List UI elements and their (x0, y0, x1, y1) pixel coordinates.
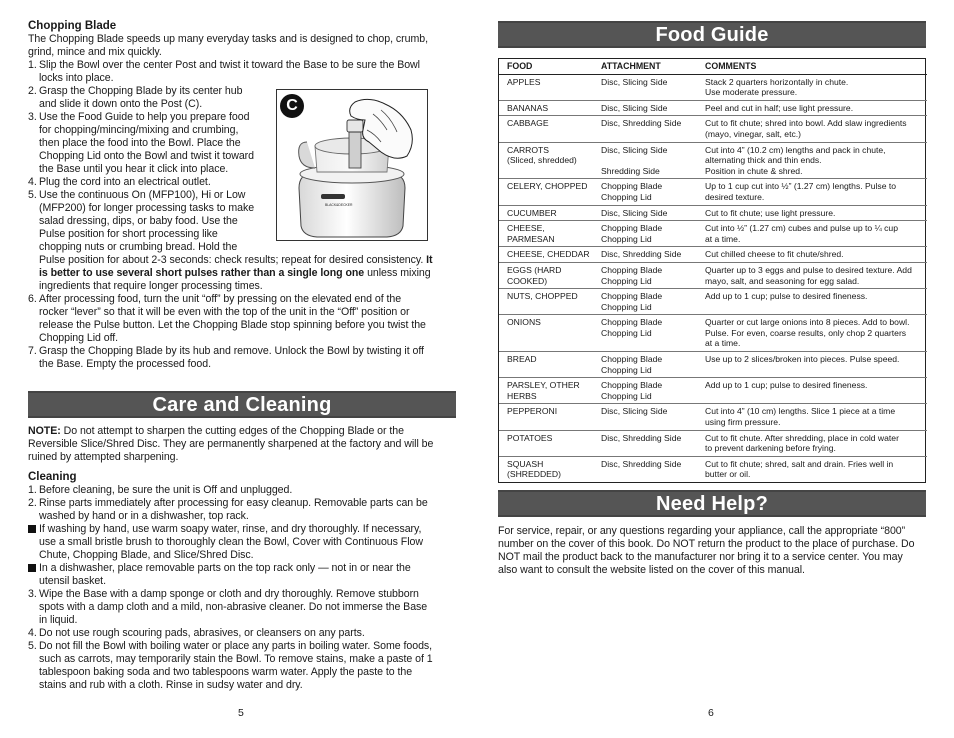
square-bullet-icon (28, 564, 36, 572)
attachment-cell (599, 315, 697, 352)
cell-line: Cut to fit chute; use light pressure. (705, 207, 836, 218)
cell-line: Chopping Lid (601, 390, 652, 401)
table-row (499, 221, 927, 247)
cell-line: Cut chilled cheese to fit chute/shred. (705, 249, 844, 260)
table-row (499, 247, 927, 263)
cell-line: Cut to fit chute; shred into bowl. Add slaw ingredients (705, 118, 907, 129)
cell-line: Chopping Blade (601, 354, 663, 365)
cleaning-line: in liquid. (39, 614, 78, 626)
attachment-cell (599, 456, 697, 482)
step-number: 1. (28, 484, 37, 496)
cell-line: Chopping Lid (601, 301, 652, 312)
step-line: release the Pulse button. Let the Chopping Blade stop spinning before you twist the (39, 319, 426, 331)
cell-line: Cut to fit chute. After shredding, place in cold water (705, 432, 899, 443)
cleaning-line: Before cleaning, be sure the unit is Off and unplugged. (39, 484, 293, 496)
cell-line: Position in chute & shred. (705, 165, 803, 176)
cell-line: Use up to 2 slices/broken into pieces. Pulse speed. (705, 354, 900, 365)
step-line: the Base until you hear it click into place. (39, 163, 229, 175)
food-guide-table-wrap (498, 58, 926, 483)
cleaning-line: Wipe the Base with a damp sponge or cloth and dry thoroughly. Remove stubborn (39, 588, 419, 600)
care-cleaning-banner: Care and Cleaning (28, 391, 456, 418)
cleaning-bullet-item (28, 523, 456, 562)
left-page (28, 0, 456, 738)
cleaning-step (28, 497, 456, 523)
care-note (28, 425, 456, 464)
cell-line: SQUASH (SHREDDED) (507, 458, 561, 480)
step-number: 4. (28, 176, 37, 188)
step-line: Plug the cord into an electrical outlet. (39, 176, 211, 188)
table-row (499, 116, 927, 142)
step-number: 3. (28, 111, 37, 123)
cell-line: to prevent darkening before frying. (705, 443, 836, 454)
cell-line: Chopping Lid (601, 191, 652, 202)
cell-line: (mayo, vinegar, salt, etc.) (705, 128, 801, 139)
cell-line: Disc, Shredding Side (601, 458, 682, 469)
cleaning-line: If washing by hand, use warm soapy water, rinse, and dry thoroughly. If necessary, (39, 523, 422, 535)
comments-cell (697, 315, 927, 352)
figure-food-chopper (276, 89, 428, 241)
table-row (499, 74, 927, 100)
right-page (498, 0, 926, 738)
cell-line: at a time. (705, 233, 741, 244)
cell-line: CABBAGE (507, 118, 549, 129)
attachment-cell (599, 205, 697, 221)
table-row (499, 262, 927, 288)
chopping-blade-heading: Chopping Blade (28, 20, 117, 32)
comments-cell (697, 142, 927, 179)
cell-line: Shredding Side (601, 165, 660, 176)
comments-cell (697, 179, 927, 205)
cleaning-heading: Cleaning (28, 471, 77, 483)
comments-cell (697, 352, 927, 378)
step-number: 4. (28, 627, 37, 639)
cleaning-step (28, 640, 456, 692)
cell-line: ONIONS (507, 317, 541, 328)
cell-line: Peel and cut in half; use light pressure. (705, 102, 854, 113)
step-line: Grasp the Chopping Blade by its center hub (39, 85, 243, 97)
step-line: Use the continuous On (MFP100), Hi or Low (39, 189, 246, 201)
attachment-cell (599, 352, 697, 378)
cell-line: Add up to 1 cup; pulse to desired fineness. (705, 291, 868, 302)
step-line: for chopping/mincing/mixing and crumbing, (39, 124, 239, 136)
table-row (499, 404, 927, 430)
cleaning-step (28, 627, 456, 640)
cell-line: butter or oil. (705, 469, 751, 480)
cell-line: (Sliced, shredded) (507, 155, 577, 166)
food-guide-banner: Food Guide (498, 21, 926, 48)
cell-line: Chopping Lid (601, 275, 652, 286)
cleaning-line: spots with a damp cloth and a mild, non-abrasive cleaner. Do not immerse the Base (39, 601, 428, 613)
note-label: NOTE: (28, 425, 61, 437)
care-section (28, 425, 456, 692)
table-row (499, 456, 927, 482)
food-cell (499, 315, 599, 352)
attachment-cell (599, 142, 697, 179)
step-number: 7. (28, 345, 37, 357)
comments-cell (697, 378, 927, 404)
cleaning-line: tablespoon baking soda and two tablespoons warm water. Apply the paste to the (39, 666, 413, 678)
step-line: the Base. Empty the processed food. (39, 358, 211, 370)
attachment-cell (599, 74, 697, 100)
cell-line: Chopping Blade (601, 380, 663, 391)
cell-line: Quarter or cut large onions into 8 pieces. Add to bowl. (705, 317, 910, 328)
cell-line: Cut into ½” (1.27 cm) cubes and pulse up to ¼ cup (705, 223, 898, 234)
table-row (499, 142, 927, 179)
column-header-comments: COMMENTS (697, 59, 927, 74)
food-guide-table (499, 59, 927, 482)
step-line: then place the food into the Bowl. Place the (39, 137, 241, 149)
step-number: 5. (28, 640, 37, 652)
food-cell (499, 378, 599, 404)
cell-line: alternating thick and thin ends. (705, 155, 822, 166)
attachment-cell (599, 430, 697, 456)
food-cell (499, 100, 599, 116)
attachment-cell (599, 247, 697, 263)
cell-line: Disc, Slicing Side (601, 102, 668, 113)
table-row (499, 205, 927, 221)
cleaning-line: use a small bristle brush to thoroughly clean the Bowl, Cover with Continuous Flow (39, 536, 423, 548)
step-line: salad dressing, dips, or baby food. Use the (39, 215, 238, 227)
cell-line: HERBS (507, 390, 537, 401)
step5-bold-b: is better to use several short pulses rather than a single long one (39, 267, 365, 279)
step-line: rocker “lever” so that it will be even with the top of the unit in the “Off” position or (39, 306, 410, 318)
comments-cell (697, 221, 927, 247)
cell-line: Stack 2 quarters horizontally in chute. (705, 76, 849, 87)
food-cell (499, 221, 599, 247)
cell-line: CHEESE, PARMESAN (507, 223, 555, 244)
cell-line: Cut into 4” (10 cm) lengths. Slice 1 piece at a time (705, 406, 896, 417)
step-line: locks into place. (39, 72, 114, 84)
step-line: Grasp the Chopping Blade by its hub and remove. Unlock the Bowl by twisting it off (39, 345, 424, 357)
cell-line: BANANAS (507, 102, 549, 113)
cell-line: Cut to fit chute; shred, salt and drain. Fries well in (705, 458, 894, 469)
table-row (499, 352, 927, 378)
cell-line: Chopping Blade (601, 264, 663, 275)
table-header-row (499, 59, 927, 74)
cleaning-line: Do not fill the Bowl with boiling water or place any parts in boiling water. Some foods, (39, 640, 433, 652)
food-cell (499, 247, 599, 263)
cell-line: Disc, Shredding Side (601, 249, 682, 260)
chopping-step (28, 345, 456, 371)
cleaning-line: such as carrots, may temporarily stain the Bowl. To remove stains, make a paste of 1 (39, 653, 433, 665)
food-cell (499, 456, 599, 482)
food-cell (499, 352, 599, 378)
step-number: 3. (28, 588, 37, 600)
step-line: chopping nuts or crumbing bread. Hold the (39, 241, 238, 253)
cell-line: Chopping Blade (601, 223, 663, 234)
cell-line: Disc, Slicing Side (601, 144, 668, 155)
comments-cell (697, 247, 927, 263)
step-line: (MFP200) for longer processing tasks to make (39, 202, 255, 214)
cleaning-step (28, 484, 456, 497)
cleaning-line: Chute, Chopping Blade, and Slice/Shred Disc. (39, 549, 254, 561)
table-row (499, 430, 927, 456)
cell-line: Chopping Blade (601, 291, 663, 302)
table-row (499, 179, 927, 205)
cleaning-line: Do not use rough scouring pads, abrasives, or cleansers on any parts. (39, 627, 365, 639)
cell-line: Chopping Lid (601, 233, 652, 244)
cell-line: CHEESE, CHEDDAR (507, 249, 590, 260)
need-help-banner: Need Help? (498, 490, 926, 517)
cell-line: Add up to 1 cup; pulse to desired fineness. (705, 380, 868, 391)
cell-line: CUCUMBER (507, 207, 557, 218)
column-header-food: FOOD (499, 59, 599, 74)
step-line: and slide it down onto the Post (C). (39, 98, 203, 110)
attachment-cell (599, 116, 697, 142)
step5-continuation (28, 254, 456, 293)
step-number: 6. (28, 293, 37, 305)
comments-cell (697, 100, 927, 116)
step5-cont-c: ingredients that require longer processing times. (39, 280, 263, 292)
cell-line: Quarter up to 3 eggs and pulse to desired texture. Add (705, 264, 912, 275)
cleaning-line: utensil basket. (39, 575, 106, 587)
comments-cell (697, 205, 927, 221)
table-row (499, 378, 927, 404)
cell-line: Up to 1 cup cut into ½” (1.27 cm) lengths. Pulse to (705, 181, 897, 192)
chopping-step (28, 59, 456, 85)
food-guide-body (499, 74, 927, 482)
figure-label-badge: C (280, 94, 304, 118)
attachment-cell (599, 221, 697, 247)
attachment-cell (599, 100, 697, 116)
step-number: 1. (28, 59, 37, 71)
cell-line: Use moderate pressure. (705, 87, 798, 98)
step-line: Use the Food Guide to help you prepare food (39, 111, 250, 123)
cell-line: mayo, salt, and seasoning for egg salad. (705, 275, 860, 286)
brand-mark: BLACK&DECKER (325, 203, 353, 207)
cell-line: CELERY, CHOPPED (507, 181, 588, 192)
table-row (499, 315, 927, 352)
cleaning-list (28, 484, 456, 692)
chopping-blade-intro: The Chopping Blade speeds up many everyday tasks and is designed to chop, crumb, grind, mince and mix quickly. (28, 33, 428, 58)
cell-line: EGGS (HARD COOKED) (507, 264, 562, 286)
cell-line: Pulse. For even, coarse results, only chop 2 quarters (705, 327, 907, 338)
food-cell (499, 430, 599, 456)
step5-bold-a: It (426, 254, 433, 266)
food-cell (499, 205, 599, 221)
comments-cell (697, 289, 927, 315)
cell-line: at a time. (705, 338, 741, 349)
need-help-text: For service, repair, or any questions regarding your appliance, call the appropriate “800” number on the cover of this book. Do NOT return the product to the place of purchase. Do NOT mail the product back to the manufacturer nor bring it to a service center. You may also want to consult the website listed on the cover of this manual. (498, 525, 915, 576)
cleaning-step (28, 588, 456, 627)
cell-line (601, 155, 691, 166)
attachment-cell (599, 404, 697, 430)
page-number-right: 6 (708, 707, 714, 719)
cell-line: Chopping Lid (601, 364, 652, 375)
cell-line: PARSLEY, OTHER (507, 380, 580, 391)
cell-line: APPLES (507, 76, 541, 87)
comments-cell (697, 262, 927, 288)
cleaning-line: In a dishwasher, place removable parts on the top rack only — not in or near the (39, 562, 411, 574)
table-row (499, 100, 927, 116)
step-number: 2. (28, 497, 37, 509)
attachment-cell (599, 262, 697, 288)
cell-line: POTATOES (507, 432, 553, 443)
comments-cell (697, 430, 927, 456)
comments-cell (697, 116, 927, 142)
food-cell (499, 74, 599, 100)
step-line: Pulse position for short processing like (39, 228, 218, 240)
cell-line: Disc, Slicing Side (601, 76, 668, 87)
cell-line: Disc, Slicing Side (601, 406, 668, 417)
cleaning-bullet-item (28, 562, 456, 588)
cell-line: BREAD (507, 354, 537, 365)
chopping-step (28, 293, 456, 345)
cleaning-line: washed by hand or in a dishwasher, top rack. (39, 510, 249, 522)
comments-cell (697, 74, 927, 100)
chopping-steps-list-b (28, 293, 456, 371)
comments-cell (697, 404, 927, 430)
attachment-cell (599, 378, 697, 404)
step-line: After processing food, turn the unit “off” by pressing on the elevated end of the (39, 293, 402, 305)
step5-cont-b: unless mixing (367, 267, 431, 279)
food-cell (499, 142, 599, 179)
step-line: Chopping Lid off. (39, 332, 119, 344)
step-line: Slip the Bowl over the center Post and twist it toward the Base to be sure the Bowl (39, 59, 420, 71)
note-text: Do not attempt to sharpen the cutting edges of the Chopping Blade or the Reversible Slice/Shred Disc. They are permanently sharpened at the factory and will be ruined by attempted sharpening. (28, 425, 434, 463)
cell-line: NUTS, CHOPPED (507, 291, 578, 302)
cell-line: Disc, Shredding Side (601, 432, 682, 443)
cell-line: Chopping Lid (601, 327, 652, 338)
step-number: 2. (28, 85, 37, 97)
column-header-attachment: ATTACHMENT (599, 59, 697, 74)
step-line: Chopping Lid onto the Bowl and twist it toward (39, 150, 255, 162)
cell-line: Chopping Blade (601, 317, 663, 328)
square-bullet-icon (28, 525, 36, 533)
attachment-cell (599, 289, 697, 315)
cell-line: desired texture. (705, 191, 765, 202)
food-cell (499, 262, 599, 288)
step5-cont-a: Pulse position for about 2-3 seconds: check results; repeat for desired consistency. (39, 254, 424, 266)
page-number-left: 5 (238, 707, 244, 719)
attachment-cell (599, 179, 697, 205)
food-cell (499, 116, 599, 142)
cell-line: Disc, Shredding Side (601, 118, 682, 129)
step-number: 5. (28, 189, 37, 201)
food-cell (499, 289, 599, 315)
cell-line: CARROTS (507, 144, 550, 155)
food-cell (499, 179, 599, 205)
cell-line: Chopping Blade (601, 181, 663, 192)
comments-cell (697, 456, 927, 482)
cleaning-line: Rinse parts immediately after processing for easy cleanup. Removable parts can be (39, 497, 428, 509)
cell-line: Cut into 4” (10.2 cm) lengths and pack in chute, (705, 144, 886, 155)
cleaning-line: stains and rub with a cloth. Rinse in sudsy water and dry. (39, 679, 303, 691)
cell-line: Disc, Slicing Side (601, 207, 668, 218)
food-cell (499, 404, 599, 430)
table-row (499, 289, 927, 315)
cell-line: using firm pressure. (705, 417, 781, 428)
cell-line: PEPPERONI (507, 406, 558, 417)
